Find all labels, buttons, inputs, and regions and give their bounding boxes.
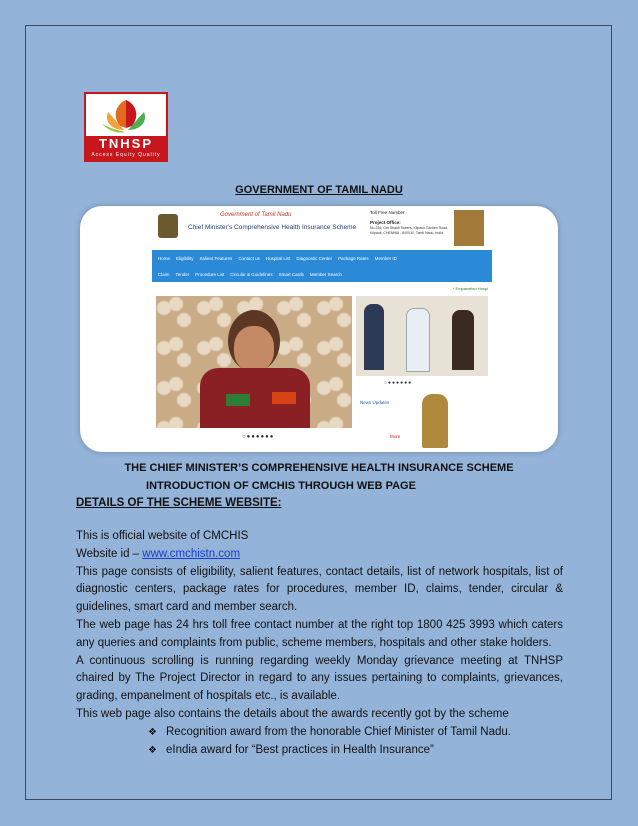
website-screenshot bbox=[80, 206, 558, 452]
project-office-address: No 226, Om Shakti Towers, Kilpauk Garden Road, Kilpauk, CHENNAI - 600010, Tamil Nadu, India bbox=[370, 226, 448, 235]
website-id-line bbox=[76, 546, 563, 564]
nav-item[interactable]: Home bbox=[158, 255, 171, 261]
empanelled-hospitals-link[interactable]: * Empanelled Hospi bbox=[452, 286, 488, 291]
site-gov-label: Government of Tamil Nadu bbox=[220, 212, 292, 218]
paragraph-toll-free: The web page has 24 hrs toll free contact number at the right top 1800 425 3993 which caters any queries and complaints from public, scheme members, hospitals and other stake holders. bbox=[76, 618, 563, 649]
logo-tagline: Access Equity Quality bbox=[91, 152, 161, 158]
tnhsp-logo bbox=[84, 92, 168, 162]
photo-person bbox=[364, 304, 384, 370]
site-scheme-title: Chief Minister's Comprehensive Health Insurance Scheme bbox=[188, 224, 357, 231]
paragraph-grievance: A continuous scrolling is running regarding weekly Monday grievance meeting at TNHSP chaired by The Project Director in regard to any issues pertaining to complaints, grievances, grading, empanelment of hospitals etc., is available. bbox=[76, 654, 563, 703]
more-link[interactable]: More bbox=[390, 434, 401, 439]
caption-scheme-title: THE CHIEF MINISTER’S COMPREHENSIVE HEALTH INSURANCE SCHEME bbox=[124, 462, 514, 474]
site-header bbox=[152, 206, 492, 250]
diamond-bullet-icon: ❖ bbox=[148, 726, 157, 738]
microphone-icon bbox=[272, 392, 296, 404]
photo-figure-face bbox=[234, 326, 274, 372]
list-item bbox=[76, 742, 563, 760]
official-website-line: This is official website of CMCHIS bbox=[76, 530, 249, 542]
nav-item[interactable]: Eligibility bbox=[176, 255, 194, 261]
nav-item[interactable]: Claim bbox=[158, 271, 170, 277]
paragraph-contents: This page consists of eligibility, salient features, contact details, list of network hospitals, list of diagnostic centers, package rates for procedures, member ID, claims, tender, circular & guidelines, smart card and member search. bbox=[76, 565, 563, 614]
photo-person bbox=[452, 310, 474, 370]
side-photo bbox=[356, 296, 488, 376]
site-nav-secondary bbox=[152, 266, 492, 282]
photo-person bbox=[406, 308, 430, 372]
caption-introduction: INTRODUCTION OF CMCHIS THROUGH WEB PAGE bbox=[146, 480, 416, 492]
main-photo bbox=[156, 296, 352, 428]
website-link[interactable]: www.cmchistn.com bbox=[142, 547, 241, 560]
award-thumbnail bbox=[454, 210, 484, 246]
list-item bbox=[76, 724, 563, 742]
project-office-label: Project Office: bbox=[370, 220, 401, 225]
state-emblem-icon bbox=[158, 214, 178, 238]
paragraph-awards: This web page also contains the details about the awards recently got by the scheme bbox=[76, 707, 509, 720]
main-slider-dots[interactable]: ○●●●●●● bbox=[242, 434, 275, 440]
nav-item[interactable]: Member Search bbox=[309, 271, 342, 277]
nav-item[interactable]: Smart Cards bbox=[278, 271, 304, 277]
trophy-icon bbox=[422, 394, 448, 448]
nav-item[interactable]: Circular & Guidelines bbox=[230, 271, 273, 277]
website-mockup bbox=[152, 206, 492, 452]
website-id-prefix: Website id – bbox=[76, 547, 143, 560]
award-text: eIndia award for “Best practices in Health Insurance” bbox=[166, 743, 434, 756]
side-slider-dots[interactable]: ○●●●●●● bbox=[384, 380, 413, 386]
diamond-bullet-icon: ❖ bbox=[148, 744, 157, 756]
nav-item[interactable]: Package Rates bbox=[338, 255, 369, 261]
body-text bbox=[76, 528, 563, 759]
nav-item[interactable]: Salient Features bbox=[199, 255, 233, 261]
details-heading: DETAILS OF THE SCHEME WEBSITE: bbox=[76, 497, 282, 509]
logo-brand: TNHSP bbox=[98, 136, 154, 151]
toll-free-label: Toll Free Number bbox=[370, 210, 405, 215]
government-heading: GOVERNMENT OF TAMIL NADU bbox=[235, 184, 403, 196]
nav-item[interactable]: Hospital List bbox=[265, 255, 291, 261]
nav-item[interactable]: Diagnostic Center bbox=[296, 255, 333, 261]
nav-item[interactable]: Member ID bbox=[374, 255, 397, 261]
logo-flower-icon bbox=[86, 94, 166, 136]
news-updates-heading: News Updates bbox=[360, 400, 390, 405]
awards-list bbox=[76, 724, 563, 760]
site-nav-primary bbox=[152, 250, 492, 266]
nav-item[interactable]: Tender bbox=[175, 271, 190, 277]
award-text: Recognition award from the honorable Chief Minister of Tamil Nadu. bbox=[166, 725, 511, 738]
microphone-icon bbox=[226, 394, 250, 406]
logo-band bbox=[86, 136, 166, 160]
nav-item[interactable]: Procedure List bbox=[195, 271, 225, 277]
nav-item[interactable]: Contact us bbox=[238, 255, 260, 261]
